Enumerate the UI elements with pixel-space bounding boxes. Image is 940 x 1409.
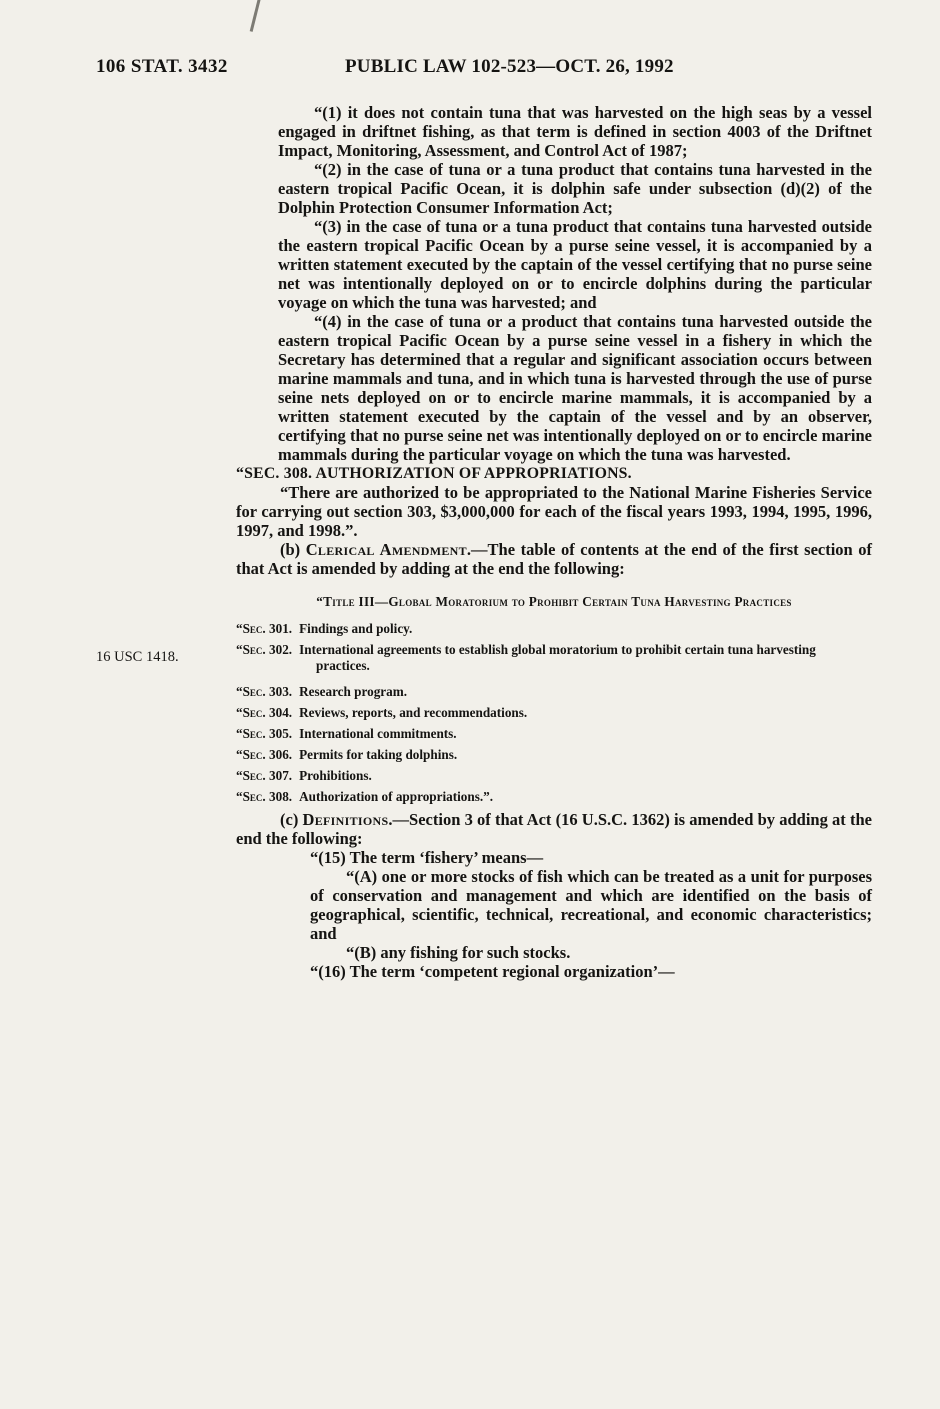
toc-entry-number: “Sec. 302. bbox=[236, 641, 293, 657]
definition-15: “(15) The term ‘fishery’ means— bbox=[310, 847, 544, 867]
toc-entry-text: Permits for taking dolphins. bbox=[299, 746, 458, 762]
definition-16: “(16) The term ‘competent regional organization’— bbox=[310, 961, 675, 981]
definitions-label: Definitions bbox=[302, 809, 389, 829]
toc-entry-301 bbox=[236, 621, 872, 638]
clerical-amendment-paragraph bbox=[236, 540, 872, 578]
definitions-subsections bbox=[236, 848, 872, 981]
definitions-paragraph bbox=[236, 810, 872, 848]
scan-artifact bbox=[250, 0, 262, 32]
paragraph-3: “(3) in the case of tuna or a tuna product that contains tuna harvested outside the eastern tropical Pacific Ocean by a purse seine vessel, it is accompanied by a written statement executed by the captain of the vessel certifying that no purse seine net was intentionally deployed on or to encircle dolphins during the particular voyage on which the tuna was harvested; and bbox=[278, 217, 872, 312]
definition-15-a: “(A) one or more stocks of fish which can be treated as a unit for purposes of conservation and management and which are identified on the basis of geographical, scientific, technical, recreational, and economic characteristics; and bbox=[310, 866, 872, 943]
toc-entry-number: “Sec. 307. bbox=[236, 767, 293, 783]
toc-entry-text: Prohibitions. bbox=[299, 767, 372, 783]
toc-entry-304 bbox=[236, 705, 872, 722]
definition-15-b: “(B) any fishing for such stocks. bbox=[346, 942, 571, 962]
toc-entry-303 bbox=[236, 684, 872, 701]
toc-entry-text: Authorization of appropriations.”. bbox=[299, 788, 494, 804]
law-heading: PUBLIC LAW 102-523—OCT. 26, 1992 bbox=[345, 56, 674, 77]
toc-entry-number: “Sec. 305. bbox=[236, 725, 293, 741]
table-of-contents bbox=[236, 594, 872, 805]
toc-entry-number: “Sec. 306. bbox=[236, 746, 293, 762]
section-308-heading: “SEC. 308. AUTHORIZATION OF APPROPRIATIONS. bbox=[236, 465, 632, 482]
toc-entry-307 bbox=[236, 768, 872, 785]
toc-entry-305 bbox=[236, 726, 872, 743]
statute-text-column bbox=[236, 103, 872, 981]
toc-entry-text: International commitments. bbox=[299, 725, 457, 741]
toc-entry-308 bbox=[236, 789, 872, 806]
definitions-prefix: (c) bbox=[280, 809, 303, 829]
toc-entry-number: “Sec. 308. bbox=[236, 788, 293, 804]
section-307-subsections bbox=[236, 103, 872, 464]
toc-entry-number: “Sec. 304. bbox=[236, 704, 293, 720]
toc-entry-number: “Sec. 303. bbox=[236, 683, 293, 699]
toc-entry-306 bbox=[236, 747, 872, 764]
clerical-prefix: (b) bbox=[280, 540, 306, 559]
toc-entry-text: Reviews, reports, and recommendations. bbox=[299, 704, 528, 720]
toc-entry-text: Research program. bbox=[299, 683, 408, 699]
toc-entry-302 bbox=[236, 642, 872, 675]
definitions-rest: .—Section 3 of that Act (16 U.S.C. 1362) is amended by adding at the end the following: bbox=[236, 809, 872, 848]
toc-entry-number: “Sec. 301. bbox=[236, 620, 293, 636]
clerical-label: Clerical Amendment bbox=[305, 540, 467, 559]
stat-page-number: 106 STAT. 3432 bbox=[96, 56, 228, 77]
paragraph-2: “(2) in the case of tuna or a tuna product that contains tuna harvested in the eastern tropical Pacific Ocean, it is dolphin safe under subsection (d)(2) of the Dolphin Protection Consumer Information Act; bbox=[278, 160, 872, 217]
paragraph-4: “(4) in the case of tuna or a product that contains tuna harvested outside the eastern tropical Pacific Ocean by a purse seine vessel in a fishery in which the Secretary has determined that a regular and significant association occurs between marine mammals and tuna, and in which tuna is harvested through the use of purse seine nets deployed on or to encircle marine mammals, it is accompanied by a written statement executed by the captain of the vessel and by an observer, certifying that no purse seine net was intentionally deployed on or to encircle marine mammals during the particular voyage on which the tuna was harvested. bbox=[278, 312, 872, 464]
toc-entry-text: Findings and policy. bbox=[299, 620, 413, 636]
paragraph-1: “(1) it does not contain tuna that was harvested on the high seas by a vessel engaged in driftnet fishing, as that term is defined in section 4003 of the Driftnet Impact, Monitoring, Assessment, and Control Act of 1987; bbox=[278, 103, 872, 160]
toc-entry-text: International agreements to establish global moratorium to prohibit certain tuna harvesting practices. bbox=[299, 641, 816, 673]
toc-title: “Title III—Global Moratorium to Prohibit Certain Tuna Harvesting Practices bbox=[316, 594, 792, 609]
section-308-body: “There are authorized to be appropriated to the National Marine Fisheries Service for carrying out section 303, $3,000,000 for each of the fiscal years 1993, 1994, 1995, 1996, 1997, and 1998.”. bbox=[236, 483, 872, 540]
clerical-rest: .—The table of contents at the end of the first section of that Act is amended by adding at the end the following: bbox=[236, 540, 873, 578]
uscode-margin-note: 16 USC 1418. bbox=[96, 649, 179, 665]
